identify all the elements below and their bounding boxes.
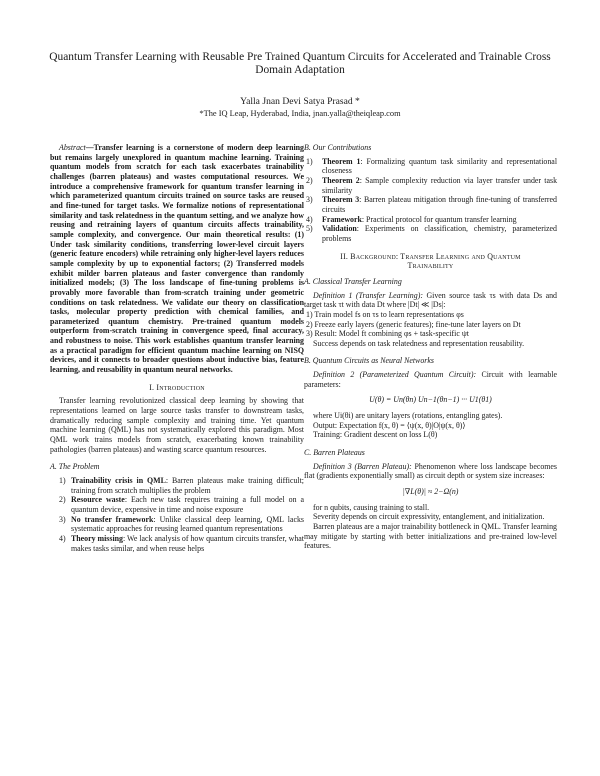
equation-gradient: |∇L(θ)| ≈ 2−Ω(n): [402, 487, 459, 497]
paper-title: Quantum Transfer Learning with Reusable Pre Trained Quantum Circuits for Accelerated and Trainable Cross Domain Adaptation: [49, 51, 551, 76]
subsection-heading-classical-transfer: A. Classical Transfer Learning: [304, 276, 402, 286]
barren-after: for n qubits, causing training to stall.: [313, 502, 430, 512]
list-item: 1) Trainability crisis in QML: Barren plateaus make training difficult; training from scratch multiplies the problem: [59, 476, 304, 495]
list-item: 1) Theorem 1: Formalizing quantum task similarity and representational closeness: [306, 156, 558, 176]
abstract: [50, 143, 304, 375]
list-item: 1) Train model fs on τs to learn representations φs: [306, 309, 464, 319]
barren-closing: Barren plateaus are a major trainability bottleneck in QML. Transfer learning may mitigate by starting with better initializations and pre-trained low-level features.: [304, 522, 557, 551]
definition-3: Definition 3 (Barren Plateau): Phenomenon where loss landscape becomes flat (gradients exponentially small) as circuit depth or system size increases:: [304, 461, 557, 481]
subsection-heading-quantum-circuits: B. Quantum Circuits as Neural Networks: [304, 356, 434, 366]
circuit-training: Training: Gradient descent on loss L(θ): [313, 430, 438, 440]
problem-list: [50, 476, 304, 553]
circuit-where: where Ui(θi) are unitary layers (rotations, entangling gates).: [313, 411, 503, 421]
subsection-heading-problem: A. The Problem: [50, 462, 100, 472]
contributions-list: [304, 157, 557, 244]
list-item: 2) Resource waste: Each new task requires training a full model on a quantum device, expensive in time and noise exposure: [59, 495, 305, 514]
classical-closing: Success depends on task relatedness and representation reusability.: [313, 338, 525, 348]
list-item: 3) Theorem 3: Barren plateau mitigation through fine-tuning of transferred circuits: [306, 195, 557, 214]
equation-unitary: U(θ) = Un(θn) Un−1(θn−1) ··· U1(θ1): [369, 395, 492, 405]
section-heading-background: II. Background: Transfer Learning and Quantum Trainability: [340, 251, 521, 271]
section-heading-introduction: I. Introduction: [149, 382, 205, 392]
list-item: 3) No transfer framework: Unlike classical deep learning, QML lacks systematic approaches for reusing learned quantum representations: [59, 514, 304, 534]
right-column: [304, 143, 557, 551]
list-item: 3) Result: Model ft combining φs + task-specific ψt: [306, 329, 469, 339]
transfer-steps-list: [304, 310, 557, 339]
abstract-label: Abstract: [59, 143, 86, 152]
author-name: Yalla Jnan Devi Satya Prasad *: [240, 96, 360, 107]
list-item: 2) Freeze early layers (generic features); fine-tune later layers on Dt: [306, 319, 521, 329]
barren-severity: Severity depends on circuit expressivity, entanglement, and initialization.: [313, 512, 545, 522]
subsection-heading-barren-plateaus: C. Barren Plateaus: [304, 448, 365, 458]
definition-2: Definition 2 (Parameterized Quantum Circuit): Circuit with learnable parameters:: [304, 370, 557, 389]
abstract-text: —Transfer learning is a cornerstone of modern deep learning but remains largely unexplored in quantum machine learning. Training quantum models from scratch for each task exacerbates trainability challenges (barren plateaus) and wastes computational resources. We introduce a comprehensive framework for quantum transfer learning in which parameterized quantum circuits trained on source tasks are reused and fine-tuned for target tasks. We formalize notions of representational similarity and task relatedness in the quantum setting, and we analyze how reusing and retraining layers of quantum circuits affects trainability, sample complexity, and convergence. Our main theoretical results: (1) Under task similarity conditions, transferring lower-level circuit layers (generic feature encoders) while retraining only higher-level layers reduces sample complexity by up to exponential factors; (2) Transferred models exhibit milder barren plateaus and faster convergence than randomly initialized models; (3) The loss landscape of fine-tuning problems is provably more favorable than from-scratch training under geometric conditions on task relatedness. We validate our theory on classification tasks, molecular property prediction with chemical families, and parameterized quantum chemistry. Pre-trained quantum models outperform from-scratch training in convergence speed, final accuracy, and robustness to noise. This work establishes quantum transfer learning as a practical paradigm for efficient quantum machine learning on NISQ devices, and it connects to broader questions about inductive bias, feature learning, and reusability in quantum neural networks.: [50, 143, 304, 375]
list-item: 5) Validation: Experiments on classification, chemistry, parameterized problems: [306, 224, 557, 243]
author-affiliation: *The IQ Leap, Hyderabad, India, jnan.yalla@theiqleap.com: [199, 109, 401, 118]
subsection-heading-contributions: B. Our Contributions: [304, 143, 372, 152]
definition-1: Definition 1 (Transfer Learning): Given source task τs with data Ds and target task τt with data Dt where |Dt| ≪ |Ds|:: [304, 290, 557, 310]
list-item: 2) Theorem 2: Sample complexity reduction via layer transfer under task similarity: [306, 175, 558, 195]
list-item: 4) Theory missing: We lack analysis of how quantum circuits transfer, what makes tasks similar, and when reuse helps: [59, 533, 304, 553]
intro-paragraph: Transfer learning revolutionized classical deep learning by showing that representations learned on large source tasks transfer to downstream tasks, dramatically reducing sample complexity and training time. Yet quantum machine learning (QML) has not systematically explored this paradigm. Most QML work trains models from scratch, exacerbating known trainability pathologies (barren plateaus) and wasting scarce quantum resources.: [50, 396, 304, 454]
left-column: [50, 143, 304, 553]
circuit-output: Output: Expectation f(x, θ) = ⟨ψ(x, θ)|O|ψ(x, θ)⟩: [313, 420, 466, 430]
list-item: 4) Framework: Practical protocol for quantum transfer learning: [306, 214, 517, 224]
